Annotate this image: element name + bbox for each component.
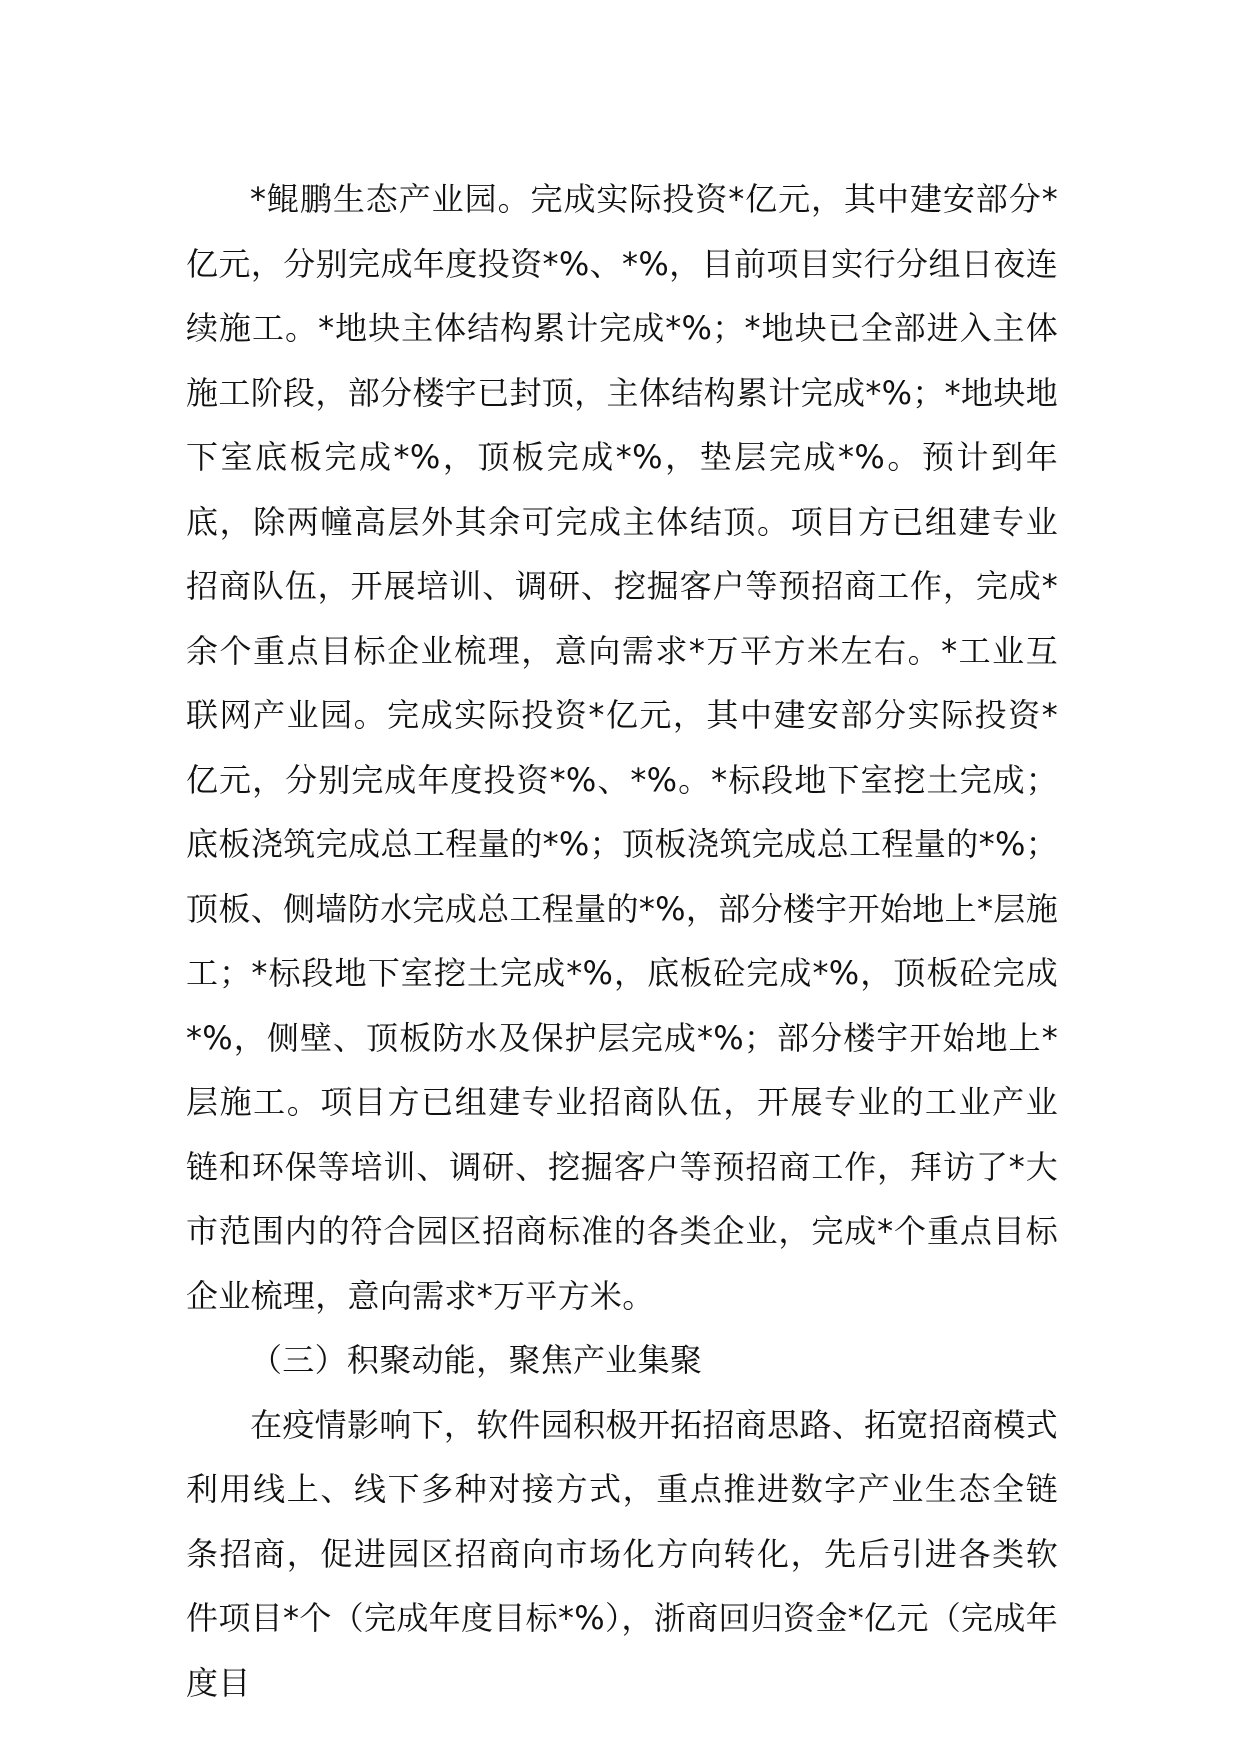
document-body [186, 167, 1058, 1715]
body-paragraph-investment-attraction: 在疫情影响下，软件园积极开拓招商思路、拓宽招商模式利用线上、线下多种对接方式，重点推进数字产业生态全链条招商，促进园区招商向市场化方向转化，先后引进各类软件项目*个（完成年度目标*%），浙商回归资金*亿元（完成年度目 [186, 1405, 1058, 1702]
body-paragraph-kunpeng-industrial-park: *鲲鹏生态产业园。完成实际投资*亿元，其中建安部分*亿元，分别完成年度投资*%、*%，目前项目实行分组日夜连续施工。*地块主体结构累计完成*%；*地块已全部进入主体施工阶段，部分楼宇已封顶，主体结构累计完成*%；*地块地下室底板完成*%，顶板完成*%，垫层完成*%。预计到年底，除两幢高层外其余可完成主体结顶。项目方已组建专业招商队伍，开展培训、调研、挖掘客户等预招商工作，完成*余个重点目标企业梳理，意向需求*万平方米左右。*工业互联网产业园。完成实际投资*亿元，其中建安部分实际投资*亿元，分别完成年度投资*%、*%。*标段地下室挖土完成；底板浇筑完成总工程量的*%；顶板浇筑完成总工程量的*%；顶板、侧墙防水完成总工程量的*%，部分楼宇开始地上*层施工；*标段地下室挖土完成*%，底板砼完成*%，顶板砼完成*%，侧壁、顶板防水及保护层完成*%；部分楼宇开始地上*层施工。项目方已组建专业招商队伍，开展专业的工业产业链和环保等培训、调研、挖掘客户等预招商工作，拜访了*大市范围内的符合园区招商标准的各类企业，完成*个重点目标企业梳理，意向需求*万平方米。 [186, 180, 1058, 1315]
section-heading-three: （三）积聚动能，聚焦产业集聚 [250, 1341, 703, 1379]
